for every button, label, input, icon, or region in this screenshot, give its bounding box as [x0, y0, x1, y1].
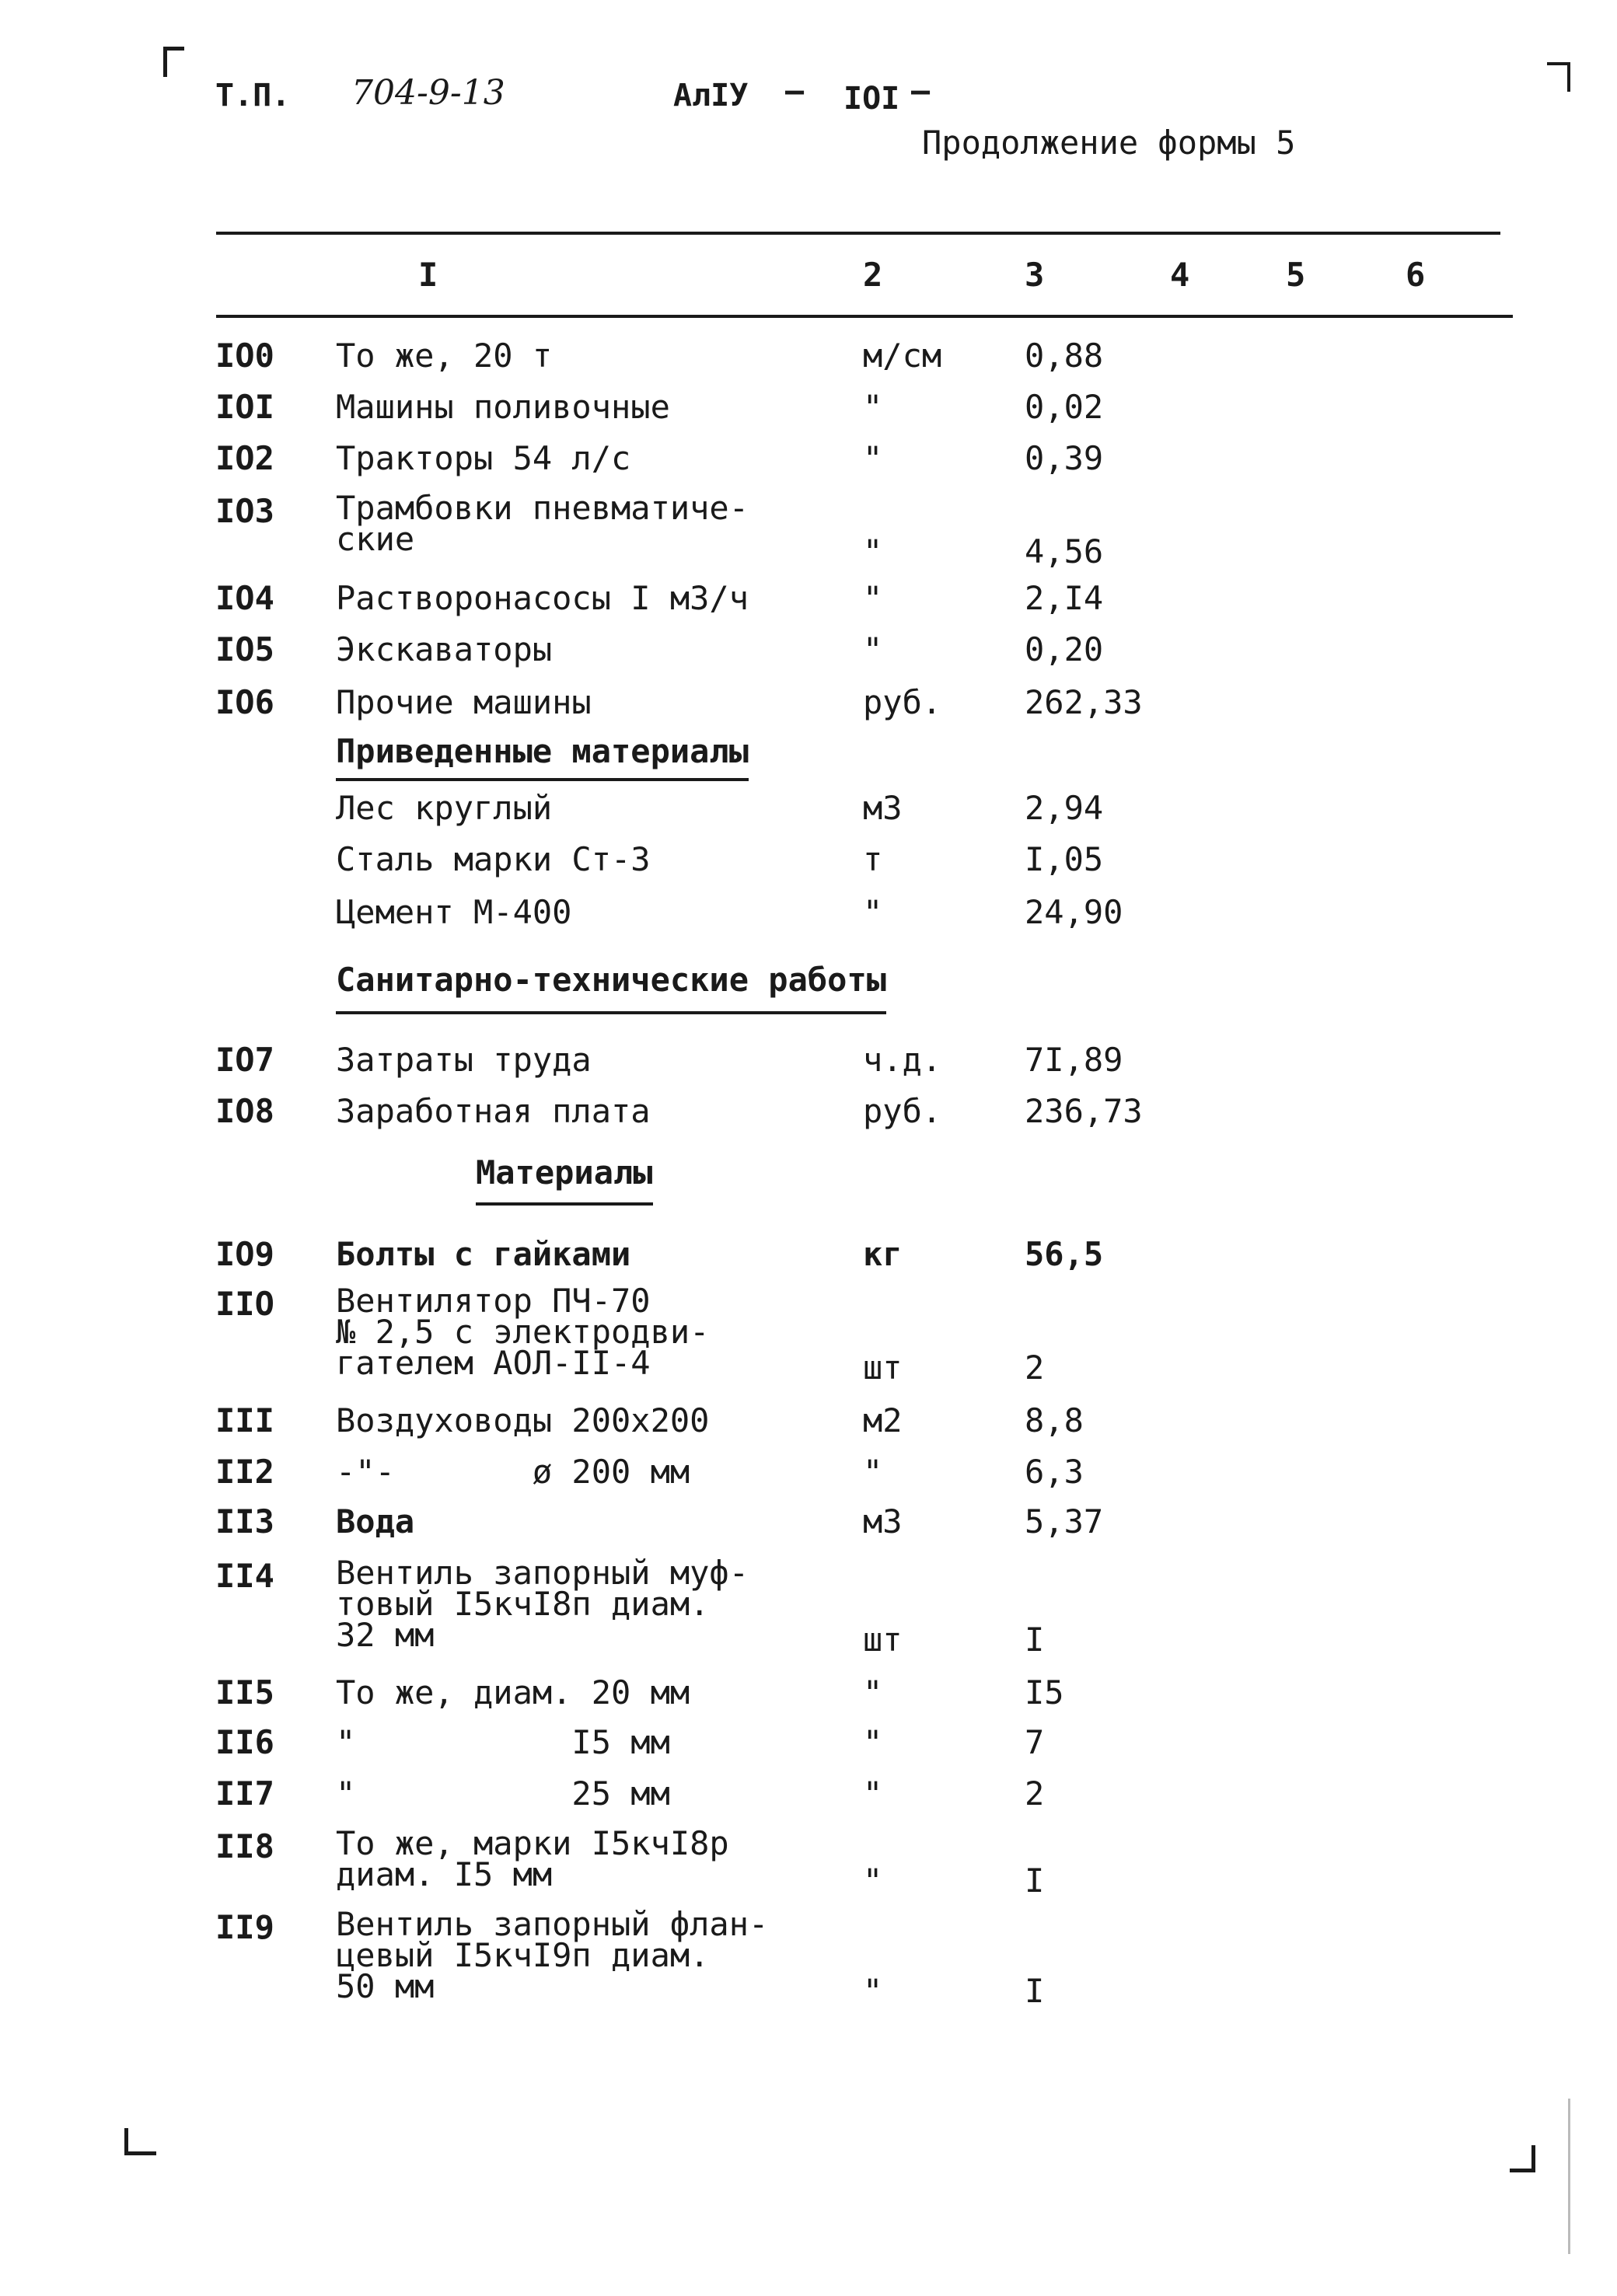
row-value: 0,88 [1025, 337, 1104, 375]
row-name: То же, диам. 20 мм [336, 1673, 690, 1712]
row-unit: ч.д. [863, 1041, 942, 1079]
row-value: 0,02 [1025, 388, 1104, 426]
row-unit: м3 [863, 789, 903, 827]
scan-edge-line [1568, 2099, 1570, 2254]
row-name: Тракторы 54 л/с [336, 439, 631, 477]
row-name: Вентиль запорный флан- цевый I5кчI9п диам. 50 мм [336, 1905, 769, 2005]
row-number: II5 [215, 1673, 274, 1712]
row-name: Воздуховоды 200х200 [336, 1401, 710, 1439]
row-number: II8 [215, 1827, 274, 1865]
row-number: IO0 [215, 337, 274, 375]
row-unit: шт [863, 1621, 903, 1659]
page-code: IOI [843, 81, 900, 117]
table-top-rule [216, 232, 1500, 235]
row-name: Вентиль запорный муф- товый I5кчI8п диам. 32 мм [336, 1554, 749, 1654]
row-unit: " [863, 532, 883, 571]
row-unit: " [863, 1673, 883, 1712]
row-value: 2 [1025, 1349, 1045, 1387]
row-name: Сталь марки Ст-3 [336, 840, 651, 878]
row-number: IO2 [215, 439, 274, 477]
column-header-5: 5 [1286, 256, 1306, 294]
row-name: Болты с гайками [336, 1235, 631, 1273]
row-number: II7 [215, 1774, 274, 1813]
row-name: " 25 мм [336, 1774, 670, 1813]
row-number: IO4 [215, 579, 274, 617]
project-number: 704-9-13 [351, 73, 505, 113]
series-label: Т.П. [215, 78, 291, 113]
row-value: 2,94 [1025, 789, 1104, 827]
row-unit: руб. [863, 683, 942, 721]
row-name: " I5 мм [336, 1723, 670, 1761]
continuation-caption: Продолжение формы 5 [922, 124, 1296, 162]
row-name: Экскаваторы [336, 630, 553, 668]
row-number: II2 [215, 1453, 274, 1491]
row-number: IOI [215, 388, 274, 426]
row-unit: " [863, 1862, 883, 1900]
row-name: Вентилятор ПЧ-70 № 2,5 с электродви- гателем АОЛ-II-4 [336, 1282, 710, 1382]
row-name: Машины поливочные [336, 388, 670, 426]
column-header-2: 2 [863, 256, 883, 294]
corner-mark-bottom-right [1510, 2145, 1535, 2172]
row-unit: " [863, 893, 883, 931]
row-value: 2 [1025, 1774, 1045, 1813]
corner-mark-bottom-left [124, 2128, 156, 2155]
row-unit: " [863, 439, 883, 477]
column-header-3: 3 [1025, 256, 1045, 294]
row-value: 56,5 [1025, 1235, 1104, 1273]
row-unit: кг [863, 1235, 903, 1273]
row-name: Лес круглый [336, 789, 553, 827]
column-header-4: 4 [1170, 256, 1190, 294]
row-unit: " [863, 1723, 883, 1761]
row-unit: м2 [863, 1401, 903, 1439]
row-unit: шт [863, 1349, 903, 1387]
row-number: II3 [215, 1502, 274, 1541]
column-header-1: I [418, 256, 438, 294]
row-value: I [1025, 1862, 1045, 1900]
row-name: Цемент М-400 [336, 893, 572, 931]
row-value: I [1025, 1621, 1045, 1659]
row-number: IO5 [215, 630, 274, 668]
row-unit: " [863, 630, 883, 668]
row-number: II6 [215, 1723, 274, 1761]
row-number: III [215, 1401, 274, 1439]
row-value: I,05 [1025, 840, 1104, 878]
row-unit: " [863, 1972, 883, 2010]
row-unit: м3 [863, 1502, 903, 1541]
row-number: IIO [215, 1285, 274, 1323]
row-unit: руб. [863, 1092, 942, 1130]
row-number: II4 [215, 1557, 274, 1595]
row-value: 6,3 [1025, 1453, 1084, 1491]
row-number: IO9 [215, 1235, 274, 1273]
row-value: 0,20 [1025, 630, 1104, 668]
row-unit: " [863, 1453, 883, 1491]
row-name: То же, 20 т [336, 337, 553, 375]
row-name: Заработная плата [336, 1092, 651, 1130]
row-unit: т [863, 840, 883, 878]
row-unit: " [863, 1774, 883, 1813]
row-value: I [1025, 1972, 1045, 2010]
row-value: 262,33 [1025, 683, 1143, 721]
row-value: 2,I4 [1025, 579, 1104, 617]
row-value: 8,8 [1025, 1401, 1084, 1439]
corner-mark-top-right [1547, 62, 1570, 92]
corner-mark-top-left [163, 47, 184, 77]
column-header-6: 6 [1406, 256, 1426, 294]
row-value: 7 [1025, 1723, 1045, 1761]
album-label: АлIУ [673, 78, 749, 113]
section-heading-materials: Материалы [476, 1153, 653, 1206]
row-number: IO6 [215, 683, 274, 721]
row-number: IO8 [215, 1092, 274, 1130]
row-name: То же, марки I5кчI8р диам. I5 мм [336, 1824, 729, 1893]
row-unit: м/см [863, 337, 942, 375]
row-name: Трамбовки пневматиче- ские [336, 489, 749, 558]
header-dash: – [785, 73, 805, 109]
section-heading-sanitary-works: Санитарно-технические работы [336, 961, 886, 1014]
row-unit: " [863, 579, 883, 617]
row-value: 24,90 [1025, 893, 1123, 931]
page-code-dash: – [911, 73, 931, 109]
row-name: Растворонасосы I м3/ч [336, 579, 749, 617]
section-heading-reduced-materials: Приведенные материалы [336, 732, 749, 781]
table-header-rule [216, 315, 1513, 318]
row-value: 4,56 [1025, 532, 1104, 571]
row-name: Затраты труда [336, 1041, 592, 1079]
row-name: -"- ø 200 мм [336, 1453, 690, 1491]
row-number: II9 [215, 1908, 274, 1946]
row-value: 236,73 [1025, 1092, 1143, 1130]
row-value: 5,37 [1025, 1502, 1104, 1541]
row-number: IO7 [215, 1041, 274, 1079]
row-name: Прочие машины [336, 683, 592, 721]
row-value: 7I,89 [1025, 1041, 1123, 1079]
row-value: 0,39 [1025, 439, 1104, 477]
row-value: I5 [1025, 1673, 1064, 1712]
row-number: IO3 [215, 492, 274, 530]
row-name: Вода [336, 1502, 415, 1541]
row-unit: " [863, 388, 883, 426]
